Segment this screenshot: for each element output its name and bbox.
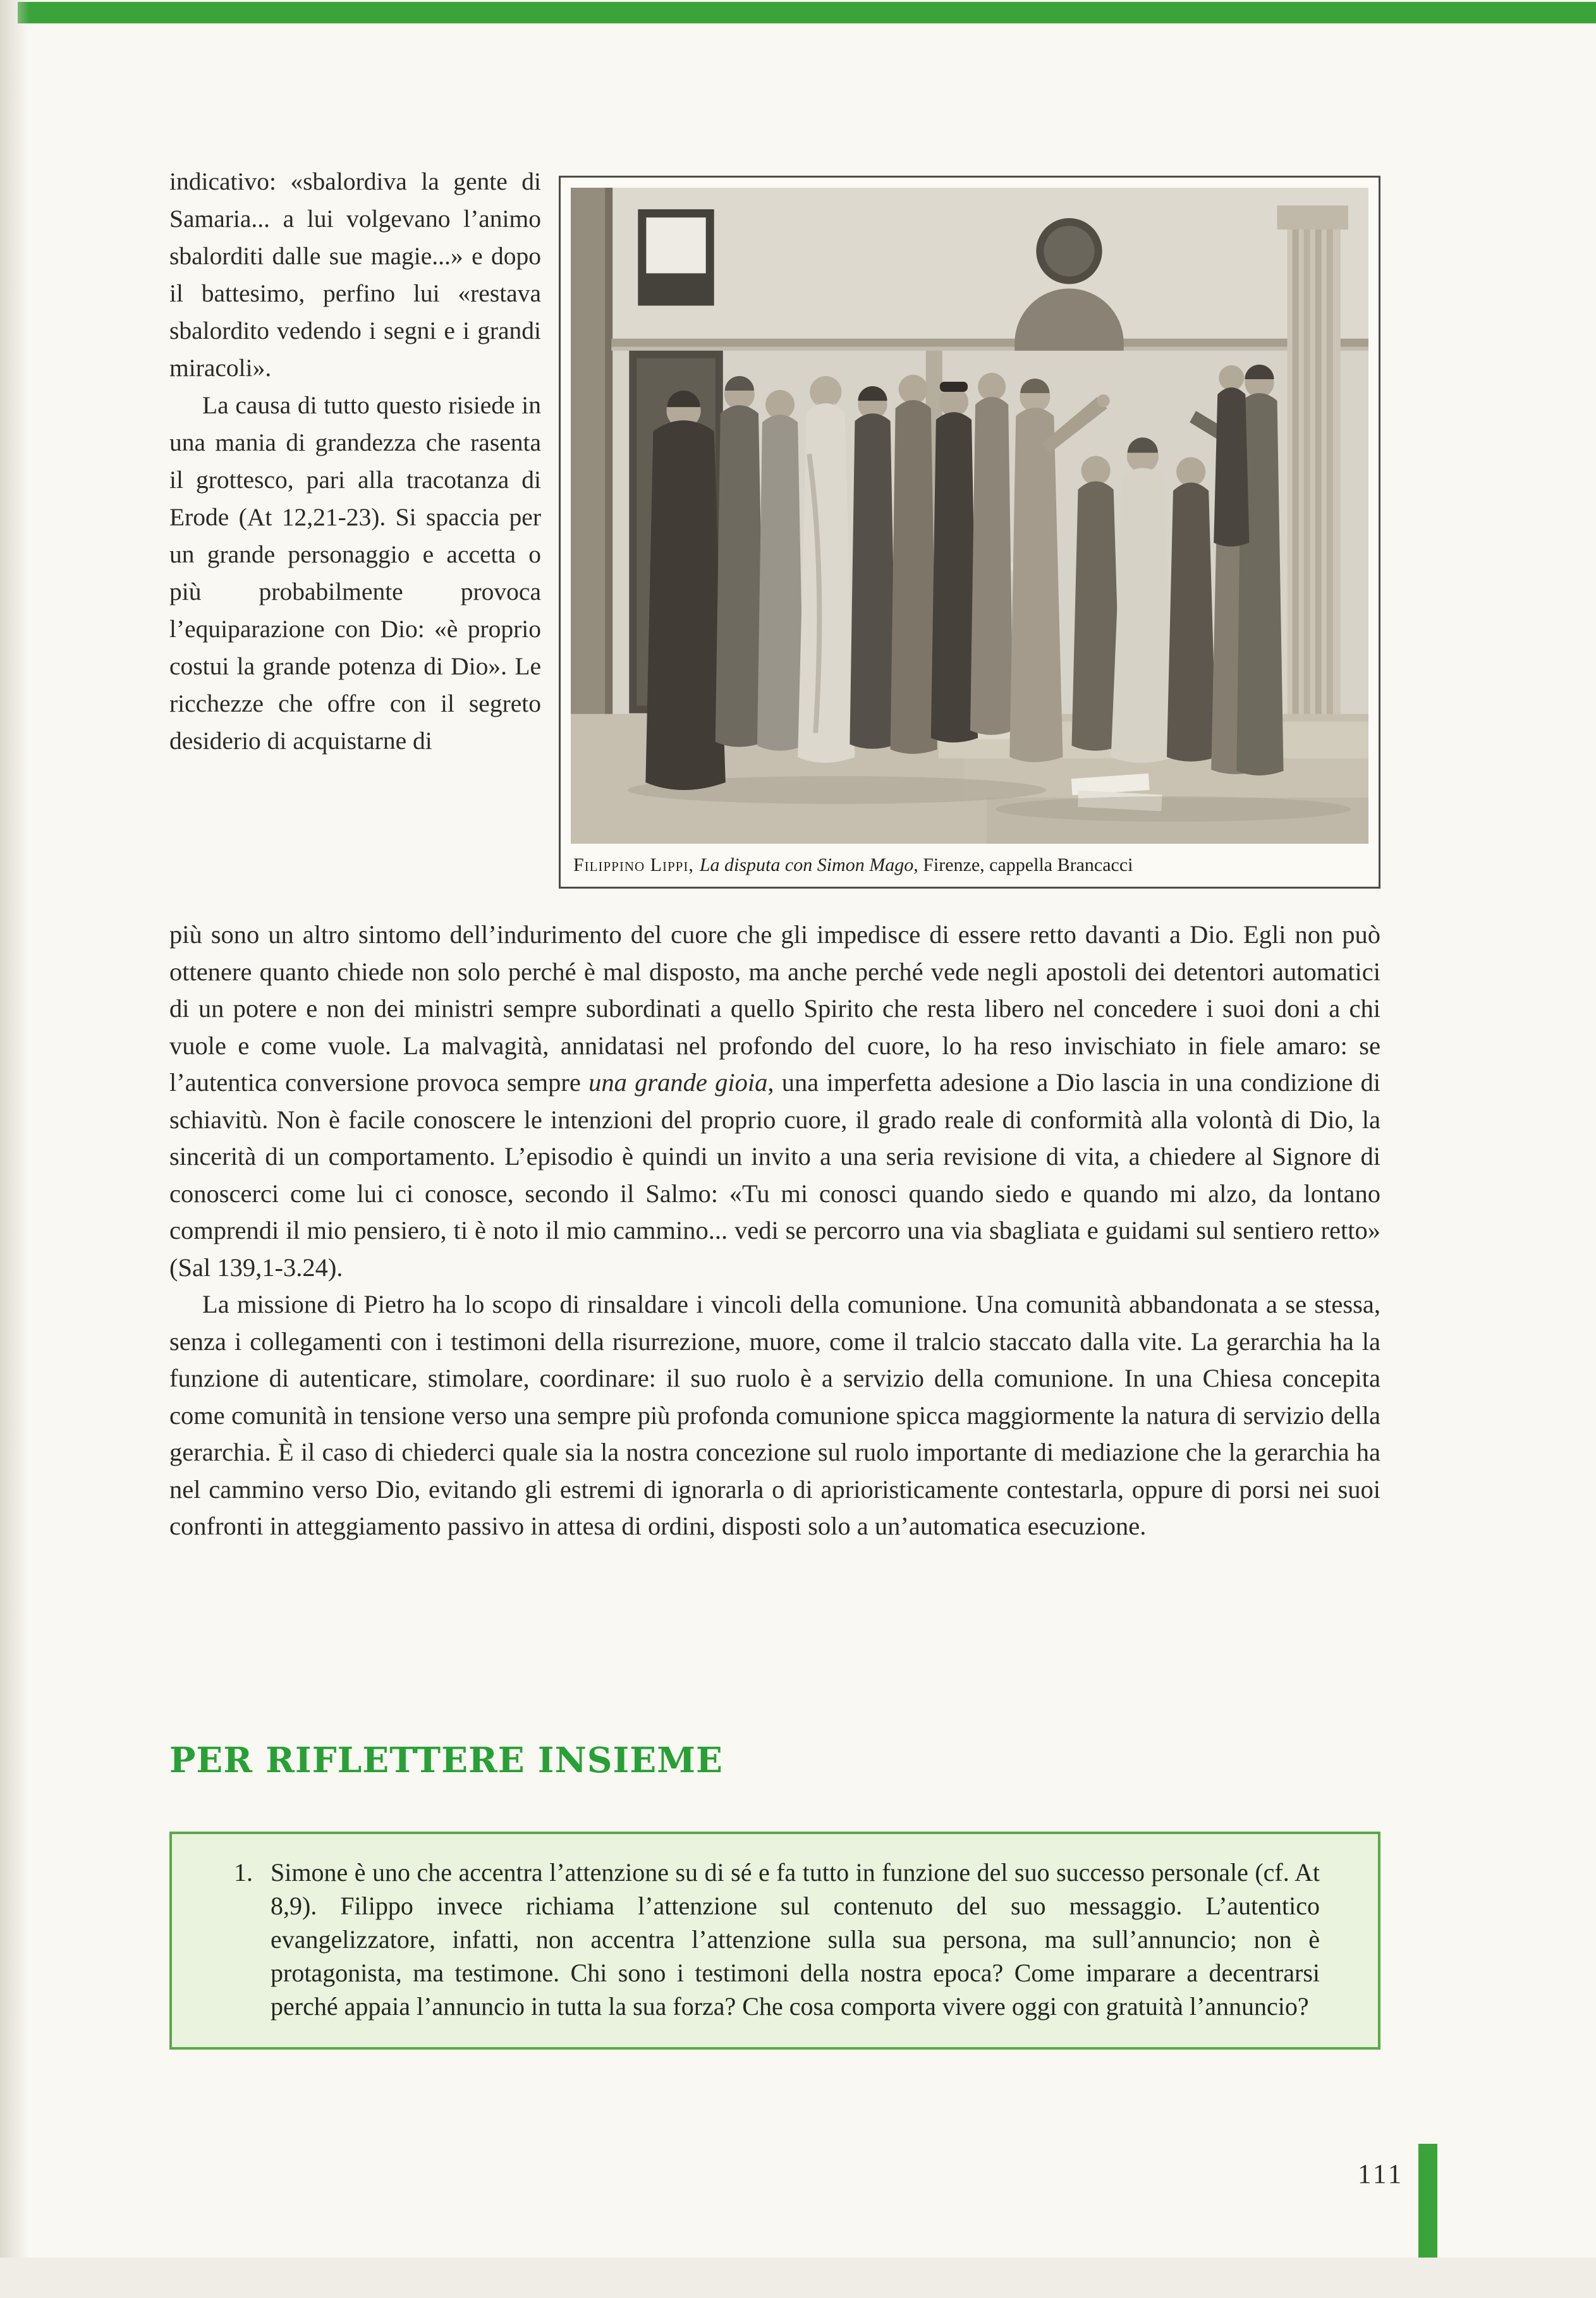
- reflection-box: [169, 1832, 1380, 2050]
- artwork-caption-title: La disputa con Simon Mago: [699, 854, 914, 876]
- left-text-column: [169, 163, 541, 760]
- artwork-image: [571, 188, 1368, 844]
- upper-section: [169, 163, 1380, 889]
- body-paragraph: [169, 916, 1380, 1286]
- artwork-caption: [573, 854, 1368, 877]
- reflection-item-text: Simone è uno che accentra l’attenzione su di sé e fa tutto in funzione del suo successo personale (cf. At 8,9). Filippo invece richiama l’attenzione sul contenuto del suo messaggio. L’autentico evangelizzatore, infatti, non accentra l’attenzione sulla sua persona, ma sull’annuncio; non è protagonista, ma testimone. Chi sono i testimoni della nostra epoca? Come imparare a decentrarsi perché appaia l’annuncio in tutta la sua forza? Che cosa comporta vivere oggi con gratuità l’annuncio?: [271, 1858, 1320, 2021]
- paragraph-segment: più sono un altro sintomo dell’indurimento del cuore che gli impedisce di essere retto davanti a Dio. Egli non può ottenere quanto chiede non solo perché è mal disposto, ma anche perché vede negli apostoli dei detentori automatici di un potere e non dei ministri sempre subordinati a quello Spirito che resta libero nel concedere i suoi doni a chi vuole e come vuole. La malvagità, annidatasi nel profondo del cuore, lo ha reso invischiato in fiele amaro: se l’autentica conversione provoca sempre: [169, 920, 1380, 1097]
- body-paragraph: La causa di tutto questo risiede in una mania di grandezza che rasenta il grottesco, pari alla tracotanza di Erode (At 12,21-23). Si spaccia per un grande personaggio e accetta o più probabilmente provoca l’equiparazione con Dio: «è proprio costui la grande potenza di Dio». Le ricchezze che offre con il segreto desiderio di acquistarne di: [169, 391, 541, 755]
- page-number: 111: [1358, 2160, 1404, 2189]
- artwork-caption-artist: Filippino Lippi,: [573, 854, 694, 876]
- section-heading: PER RIFLETTERE INSIEME: [169, 1739, 723, 1780]
- reflection-item-number: 1.: [234, 1858, 253, 1887]
- scan-edge-shade: [0, 0, 29, 2298]
- artwork-figure: [559, 176, 1380, 889]
- main-text-block: [169, 916, 1380, 1545]
- scan-bottom-strip: [0, 2258, 1596, 2298]
- body-paragraph: La missione di Pietro ha lo scopo di rinsaldare i vincoli della comunione. Una comunità abbandonata a se stessa, senza i collegamenti con i testimoni della risurrezione, muore, come il tralcio staccato dalla vite. La gerarchia ha la funzione di autenticare, stimolare, coordinare: il suo ruolo è a servizio della comunione. In una Chiesa concepita come comunità in tensione verso una sempre più profonda comunione spicca maggiormente la natura di servizio della gerarchia. È il caso di chiederci quale sia la nostra concezione sul ruolo importante di mediazione che la gerarchia ha nel cammino verso Dio, evitando gli estremi di ignorarla o di aprioristicamente contestarla, oppure di porsi nei suoi confronti in atteggiamento passivo in attesa di ordini, disposti solo a un’automatica esecuzione.: [169, 1290, 1380, 1540]
- paragraph-italic-segment: una grande gioia: [588, 1068, 768, 1097]
- paragraph-segment: , una imperfetta adesione a Dio lascia in una condizione di schiavitù. Non è facile conoscere le intenzioni del proprio cuore, il grado reale di conformità alla volontà di Dio, la sincerità di un comportamento. L’episodio è quindi un invito a una seria revisione di vita, a chiedere al Signore di conoscerci come lui ci conosce, secondo il Salmo: «Tu mi conosci quando siedo e quando mi alzo, da lontano comprendi il mio pensiero, ti è noto il mio cammino... vedi se percorro una via sbagliata e guidami sul sentiero retto» (Sal 139,1-3.24).: [169, 1068, 1380, 1282]
- reflection-item: [195, 1856, 1348, 2023]
- artwork-caption-location: , Firenze, cappella Brancacci: [913, 854, 1133, 876]
- body-paragraph: indicativo: «sbalordiva la gente di Samaria... a lui volgevano l’animo sbalorditi dalle sue magie...» e dopo il battesimo, perfino lui «restava sbalordito vedendo i segni e i grandi miracoli».: [169, 167, 541, 382]
- top-green-bar: [18, 2, 1596, 23]
